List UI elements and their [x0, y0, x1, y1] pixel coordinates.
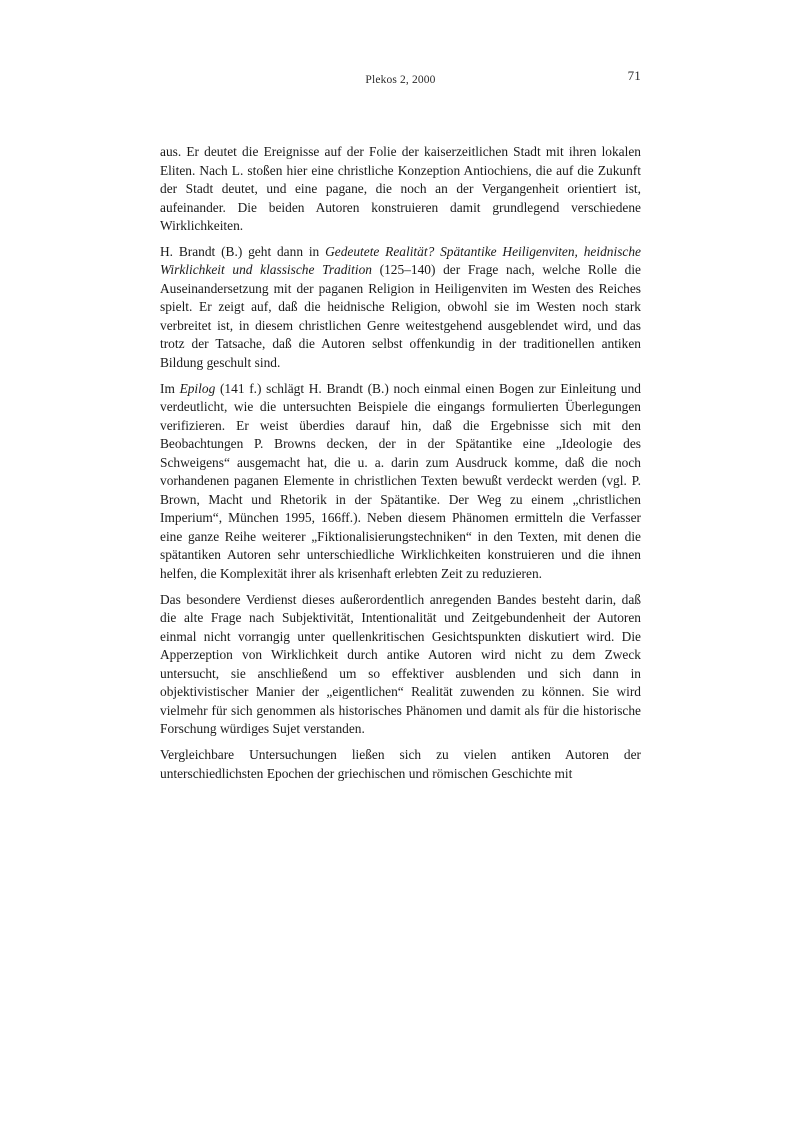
work-title-epilog: Epilog: [179, 380, 216, 396]
paragraph-3-tail: (141 f.) schlägt H. Brandt (B.) noch einmal einen Bogen zur Einleitung und verdeutlicht, wie die untersuchten Beispiele die eingangs formulierten Überlegungen verifizieren. Er weist überdies darauf hin, daß die Ergebnisse sich mit den Beobachtungen P. Browns decken, der in der Spätantike eine „Ideologie des Schweigens“ ausgemacht hat, die u. a. darin zum Ausdruck komme, daß die noch vorhandenen paganen Elemente in christlichen Texten bewußt verdeckt werden (vgl. P. Brown, Macht und Rhetorik in der Spätantike. Der Weg zu einem „christlichen Imperium“, München 1995, 166ff.). Neben diesem Phänomen ermitteln die Verfasser eine ganze Reihe weiterer „Fiktionalisierungstechniken“ in den Texten, mit denen die spätantiken Autoren sehr unterschiedliche Wirklichkeiten konstruieren und die ihnen helfen, die Komplexität ihrer als krisenhaft erlebten Zeit zu reduzieren.: [160, 380, 641, 582]
paragraph-4: Das besondere Verdienst dieses außerordentlich anregenden Bandes besteht darin, daß die alte Frage nach Subjektivität, Intentionalität und Zeitgebundenheit der Autoren einmal nicht vorrangig unter quellenkritischen Gesichtspunkten diskutiert wird. Die Apperzeption von Wirklichkeit durch antike Autoren wird nicht zu dem Zweck untersucht, sie anschließend um so effektiver ausblenden und sich dann in objektivistischer Manier der „eigentlichen“ Realität zuwenden zu können. Sie wird vielmehr für sich genommen als historisches Phänomen und damit als für die historische Forschung würdiges Sujet verstanden.: [160, 591, 641, 737]
paragraph-2-tail: (125–140) der Frage nach, welche Rolle die Auseinandersetzung mit der paganen Religion in Heiligenviten im Westen des Reiches spielt. Er zeigt auf, daß die heidnische Religion, obwohl sie im Westen noch stark verbreitet ist, in diesem christlichen Genre weitestgehend ausgeblendet wird, und das trotz der Tatsache, daß die Autoren selbst offenkundig in der traditionellen antiken Bildung geschult sind.: [160, 262, 641, 371]
body-text-column: [160, 143, 641, 783]
paragraph-3-lead: Im: [160, 380, 180, 396]
running-head: [160, 68, 641, 92]
paragraph-3: [160, 380, 641, 584]
paragraph-2: [160, 243, 641, 373]
paragraph-1: aus. Er deutet die Ereignisse auf der Folie der kaiserzeitlichen Stadt mit ihren lokalen Eliten. Nach L. stoßen hier eine christliche Konzeption Antiochiens, die auf die Zukunft der Stadt deutet, und eine pagane, die noch an der Vergangenheit orientiert ist, aufeinander. Die beiden Autoren konstruieren damit grundlegend verschiedene Wirklichkeiten.: [160, 144, 641, 234]
paragraph-2-lead: H. Brandt (B.) geht dann in: [160, 243, 326, 259]
paragraph-5: Vergleichbare Untersuchungen ließen sich zu vielen antiken Autoren der unterschiedlichsten Epochen der griechischen und römischen Geschichte mit: [160, 746, 641, 781]
running-head-title: Plekos 2, 2000: [365, 74, 436, 86]
page-number: 71: [627, 68, 641, 83]
work-title-gedeutete-realitaet: Gedeutete Realität? Spätantike Heiligenviten, heidnische Wirklichkeit und klassische Tradition: [160, 243, 641, 278]
